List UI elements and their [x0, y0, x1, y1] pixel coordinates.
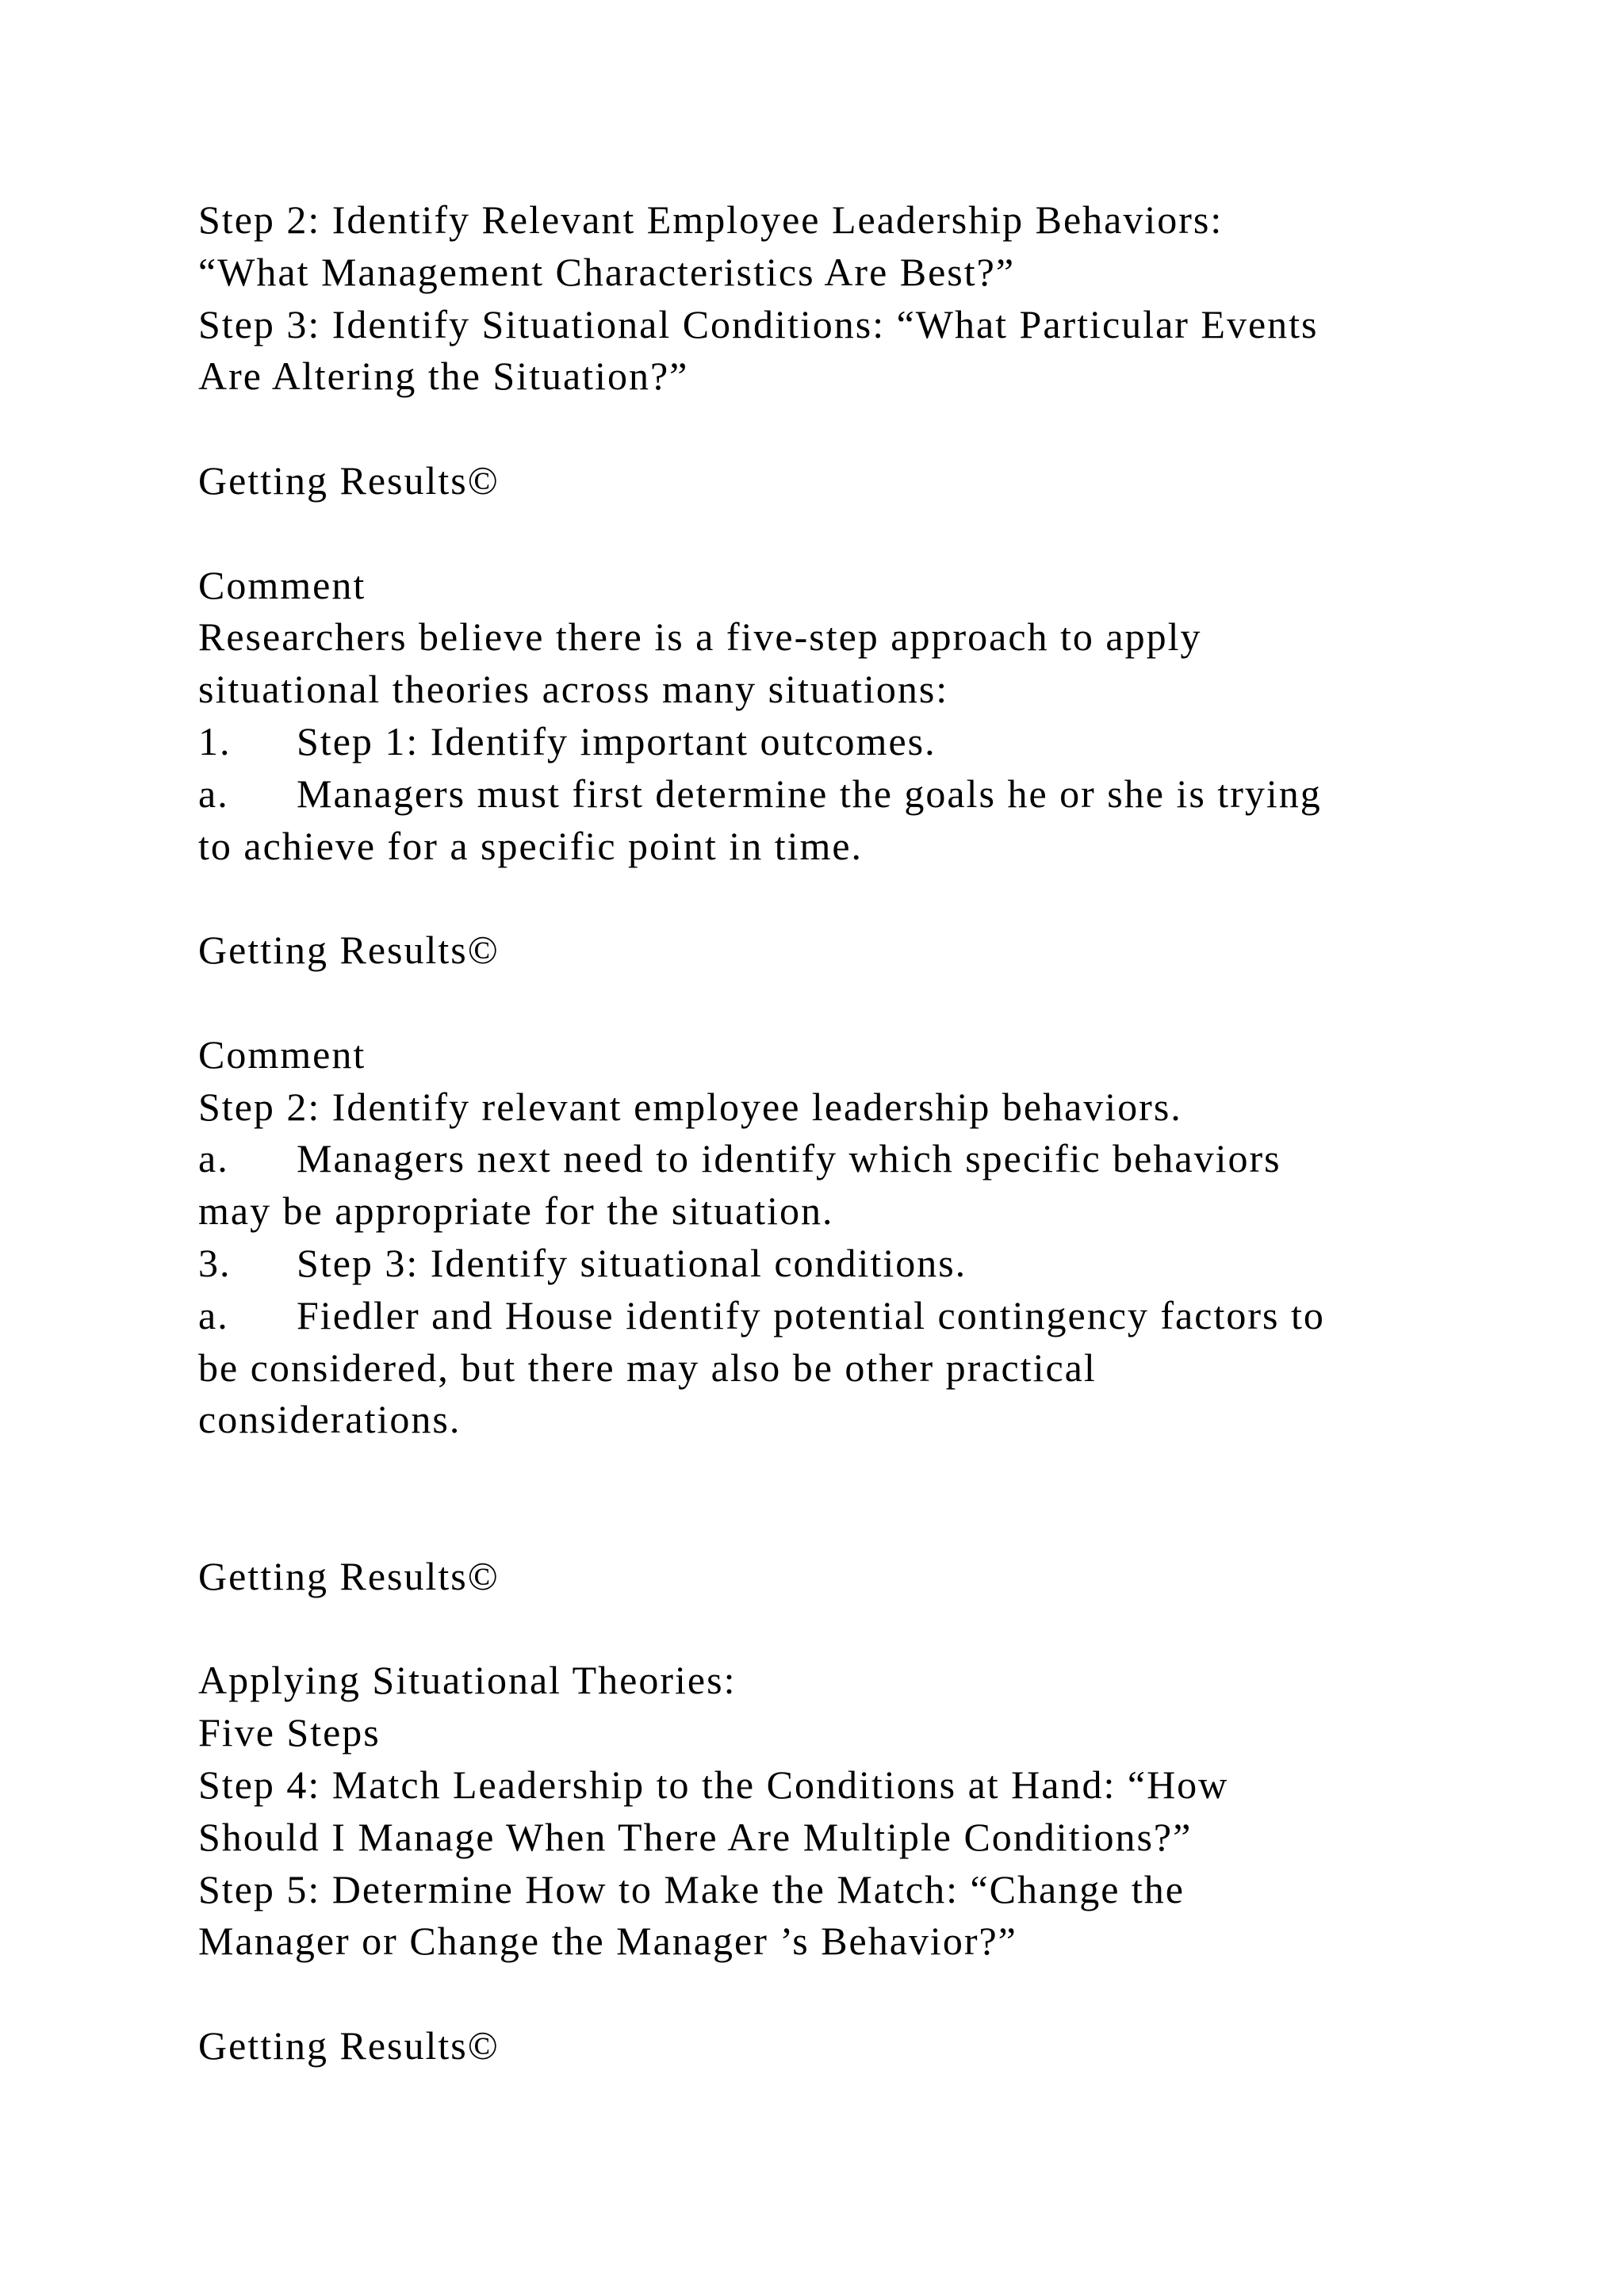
footer-credit: Getting Results© [198, 457, 500, 503]
list-item [198, 768, 1499, 821]
footer-credit: Getting Results© [198, 928, 500, 973]
list-item-text: Step 1: Identify important outcomes. [297, 718, 936, 763]
text-line: Step 2: Identify relevant employee leadership behaviors. [198, 1084, 1182, 1129]
text-line: Step 3: Identify Situational Conditions: “What Particular Events [198, 301, 1319, 346]
list-marker: 3. [198, 1240, 232, 1285]
text-line: Manager or Change the Manager ’s Behavior?” [198, 1919, 1017, 1964]
text-line: Step 2: Identify Relevant Employee Leadership Behaviors: [198, 197, 1224, 242]
list-marker: a. [198, 1136, 229, 1181]
blank-line [198, 977, 1499, 1029]
list-marker: a. [198, 771, 229, 816]
list-item-text: Managers next need to identify which specific behaviors [297, 1136, 1281, 1181]
text-line: Researchers believe there is a five-step approach to apply [198, 614, 1202, 660]
blank-line [198, 403, 1499, 455]
list-item [198, 1133, 1499, 1185]
footer-credit: Getting Results© [198, 2022, 500, 2068]
blank-line [198, 1968, 1499, 2020]
text-line: Five Steps [198, 1710, 381, 1755]
list-marker: 1. [198, 718, 232, 763]
text-line: Step 4: Match Leadership to the Conditions at Hand: “How [198, 1762, 1229, 1807]
text-line: Step 5: Determine How to Make the Match: “Change the [198, 1866, 1185, 1911]
blank-line [198, 507, 1499, 560]
text-line: considerations. [198, 1397, 462, 1442]
list-item [198, 1238, 1499, 1290]
blank-line [198, 1603, 1499, 1655]
list-item-text: Fiedler and House identify potential contingency factors to [297, 1292, 1325, 1337]
text-line: Applying Situational Theories: [198, 1658, 737, 1703]
text-line: “What Management Characteristics Are Best?” [198, 249, 1016, 294]
text-line: Should I Manage When There Are Multiple Conditions?” [198, 1814, 1193, 1859]
text-line: to achieve for a specific point in time. [198, 823, 864, 868]
text-line: Are Altering the Situation?” [198, 354, 689, 399]
list-item [198, 1290, 1499, 1342]
text-line: may be appropriate for the situation. [198, 1188, 834, 1234]
comment-heading: Comment [198, 562, 366, 607]
list-item-text: Managers must first determine the goals he or she is trying [297, 771, 1322, 816]
list-item [198, 716, 1499, 768]
blank-line [198, 1498, 1499, 1551]
list-item-text: Step 3: Identify situational conditions. [297, 1240, 967, 1285]
comment-heading: Comment [198, 1031, 366, 1077]
document-body [198, 194, 1499, 2072]
blank-line [198, 872, 1499, 924]
footer-credit: Getting Results© [198, 1553, 500, 1598]
text-line: be considered, but there may also be other practical [198, 1345, 1097, 1390]
text-line: situational theories across many situations: [198, 667, 949, 712]
blank-line [198, 1446, 1499, 1498]
list-marker: a. [198, 1292, 229, 1337]
